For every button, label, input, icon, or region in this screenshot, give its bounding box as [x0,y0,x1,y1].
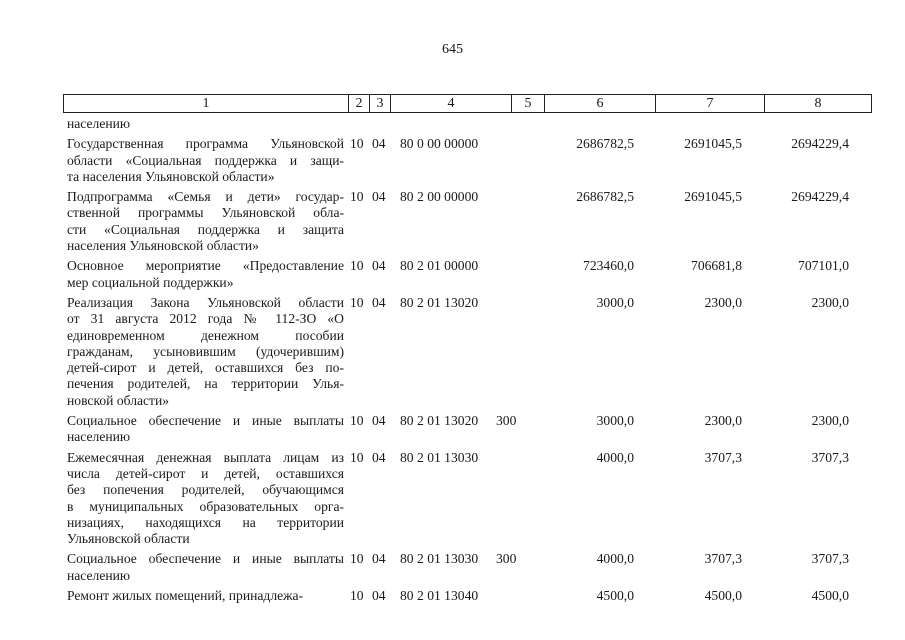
row-name-line: ственной программы Ульяновской обла- [67,205,344,221]
row-name-line: низациях, находящихся на территории [67,514,344,530]
row-cell-c7: 4500,0 [704,588,742,604]
row-name-line: Ежемесячная денежная выплата лицам из [67,449,344,465]
row-cell-c3: 04 [372,588,386,604]
column-header-3: 3 [370,95,391,113]
row-cell-c3: 04 [372,258,386,274]
row-cell-c7: 3707,3 [704,551,742,567]
row-name [67,551,344,584]
row-cell-c4: 80 2 00 00000 [400,189,479,205]
row-name-line: населению [67,567,131,583]
table-row [0,413,905,446]
column-header-1: 1 [64,95,349,113]
column-header-4: 4 [391,95,512,113]
column-header-7: 7 [656,95,765,113]
row-cell-c8: 3707,3 [811,551,849,567]
row-name [67,413,344,446]
row-name [67,295,344,409]
row-name [67,450,344,548]
row-name-line: та населения Ульяновской области» [67,168,275,184]
table-row [0,116,905,132]
row-cell-c8: 2300,0 [811,413,849,429]
row-name-line: от 31 августа 2012 года № 112-ЗО «О [67,311,344,327]
row-cell-c3: 04 [372,413,386,429]
row-name-line: области «Социальная поддержка и защи- [67,152,344,168]
row-cell-c3: 04 [372,551,386,567]
row-cell-c4: 80 2 01 13020 [400,413,479,429]
row-name-line: Подпрограмма «Семья и дети» государ- [67,189,344,205]
table-row [0,551,905,584]
row-cell-c6: 2686782,5 [576,189,634,205]
row-cell-c6: 4000,0 [596,449,634,465]
row-cell-c4: 80 0 00 00000 [400,136,479,152]
table-row [0,295,905,409]
row-cell-c2: 10 [350,551,364,567]
row-cell-c8: 2694229,4 [791,189,849,205]
row-cell-c7: 2300,0 [704,413,742,429]
row-name-line: населения Ульяновской области» [67,238,259,254]
row-cell-c7: 2691045,5 [684,136,742,152]
table-row [0,189,905,254]
row-name [67,136,344,185]
table-row [0,588,905,604]
row-cell-c8: 2300,0 [811,294,849,310]
column-header-table [63,94,872,113]
row-cell-c4: 80 2 01 13020 [400,294,479,310]
row-name-line: Ремонт жилых помещений, принадлежа- [67,588,304,604]
row-name-line: без попечения родителей, обучающимся [67,482,344,498]
row-name [67,116,344,132]
row-cell-c4: 80 2 01 13040 [400,588,479,604]
row-cell-c4: 80 2 01 13030 [400,551,479,567]
row-name-line: детей-сирот и детей, оставшихся без по- [67,360,344,376]
row-name-line: единовременном денежном пособии [67,327,344,343]
row-cell-c7: 2691045,5 [684,189,742,205]
row-cell-c3: 04 [372,449,386,465]
row-cell-c8: 3707,3 [811,449,849,465]
row-name-line: Реализация Закона Ульяновской области [67,294,344,310]
row-name [67,258,344,291]
row-cell-c8: 4500,0 [811,588,849,604]
row-cell-c4: 80 2 01 00000 [400,258,479,274]
row-name-line: гражданам, усыновившим (удочерившим) [67,343,344,359]
row-name-line: Основное мероприятие «Предоставление [67,258,344,274]
row-cell-c6: 723460,0 [583,258,634,274]
row-name-line: Ульяновской области [67,531,190,547]
row-cell-c7: 706681,8 [691,258,742,274]
row-cell-c2: 10 [350,588,364,604]
row-name-line: Социальное обеспечение и иные выплаты [67,413,344,429]
row-cell-c2: 10 [350,294,364,310]
row-cell-c5: 300 [496,413,517,429]
row-name-line: мер социальной поддержки» [67,274,234,290]
row-cell-c2: 10 [350,136,364,152]
row-name-line: новской области» [67,392,170,408]
row-cell-c6: 2686782,5 [576,136,634,152]
row-cell-c5: 300 [496,551,517,567]
table-row [0,136,905,185]
row-cell-c7: 2300,0 [704,294,742,310]
row-name [67,588,344,604]
row-cell-c6: 3000,0 [596,294,634,310]
row-cell-c8: 2694229,4 [791,136,849,152]
row-name-line: печения родителей, на территории Улья- [67,376,344,392]
row-cell-c4: 80 2 01 13030 [400,449,479,465]
row-cell-c8: 707101,0 [798,258,849,274]
row-cell-c6: 3000,0 [596,413,634,429]
row-cell-c7: 3707,3 [704,449,742,465]
column-header-6: 6 [545,95,656,113]
row-cell-c2: 10 [350,189,364,205]
row-cell-c3: 04 [372,294,386,310]
table-row [0,258,905,291]
column-header-5: 5 [512,95,545,113]
row-cell-c6: 4000,0 [596,551,634,567]
row-name-line: в муниципальных образовательных орга- [67,498,344,514]
page-number: 645 [442,42,463,57]
row-cell-c2: 10 [350,258,364,274]
row-cell-c6: 4500,0 [596,588,634,604]
row-name-line: населению [67,429,131,445]
row-name-line: Государственная программа Ульяновской [67,136,344,152]
row-cell-c3: 04 [372,136,386,152]
row-cell-c3: 04 [372,189,386,205]
table-row [0,450,905,548]
column-header-2: 2 [349,95,370,113]
row-name [67,189,344,254]
row-name-line: сти «Социальная поддержка и защита [67,221,344,237]
row-name-line: Социальное обеспечение и иные выплаты [67,551,344,567]
row-cell-c2: 10 [350,413,364,429]
column-header-8: 8 [765,95,872,113]
row-name-line: населению [67,116,131,131]
table-body [0,116,905,604]
row-name-line: числа детей-сирот и детей, оставшихся [67,465,344,481]
row-cell-c2: 10 [350,449,364,465]
